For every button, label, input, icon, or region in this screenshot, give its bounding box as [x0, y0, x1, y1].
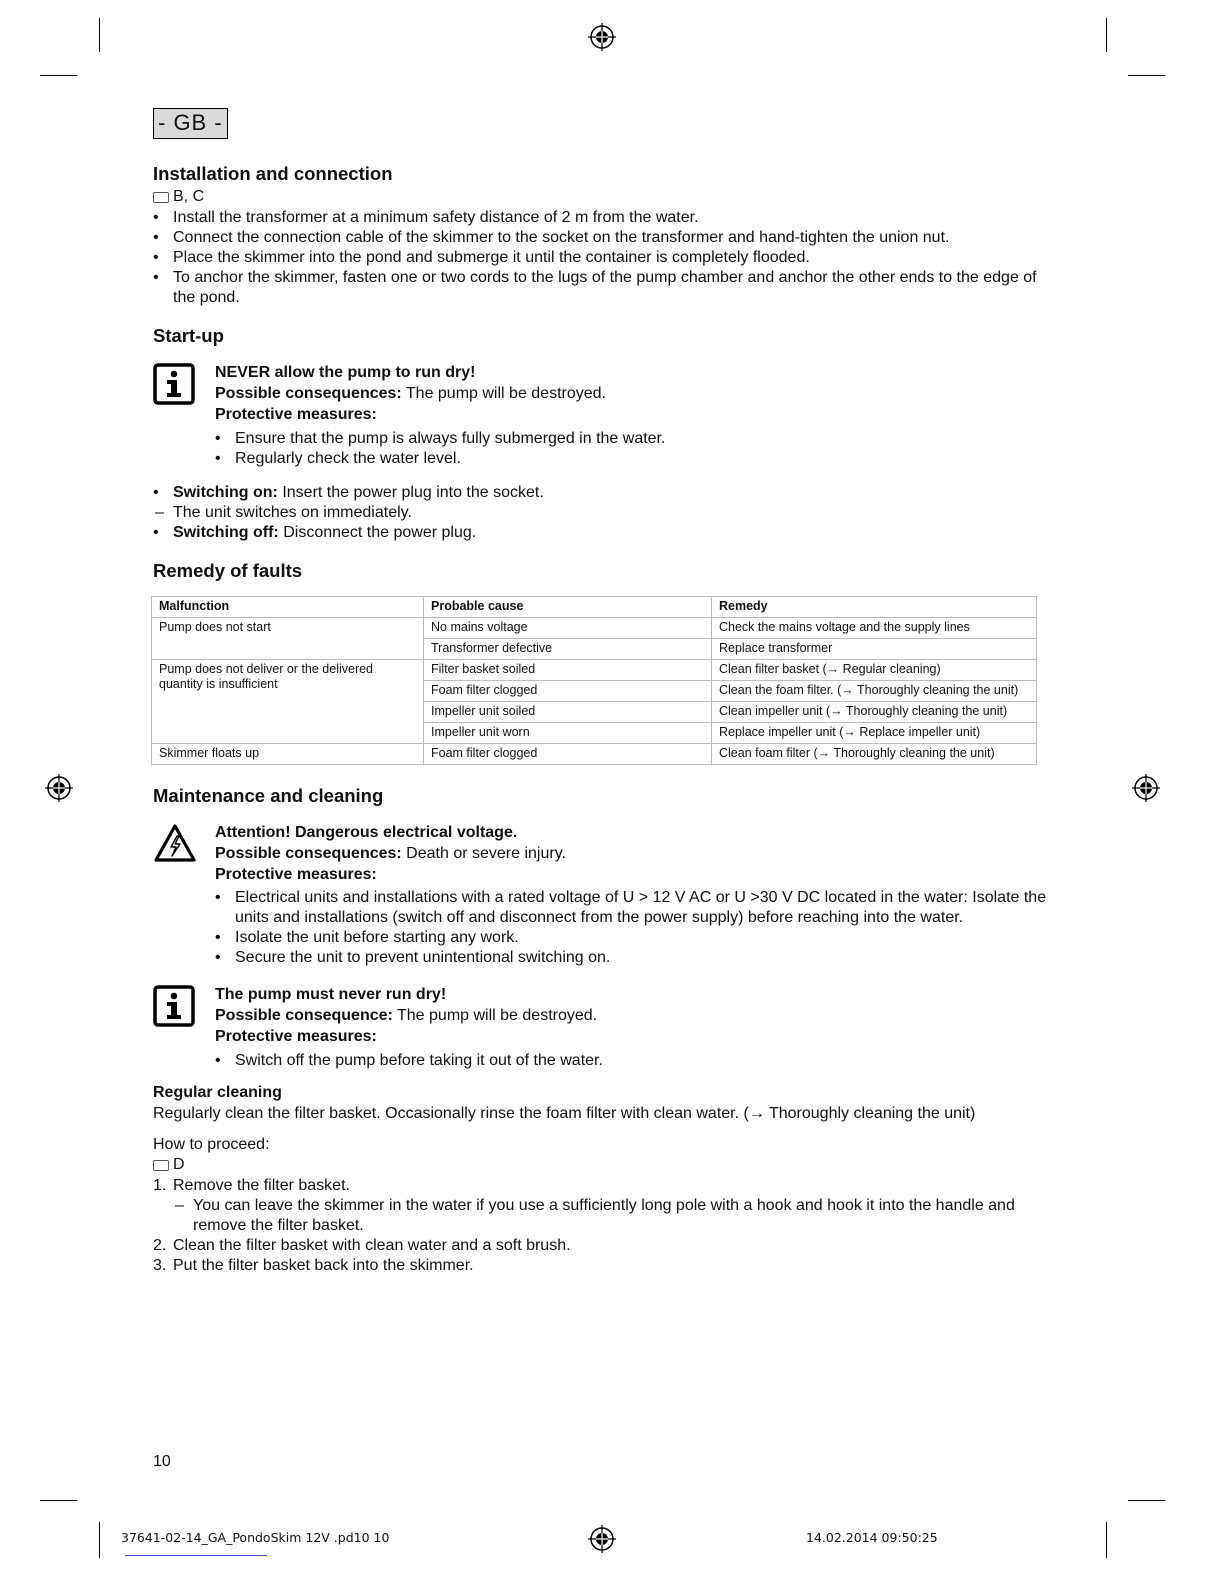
- figure-reference: B, C: [153, 187, 1048, 207]
- remedy-cell: Clean the foam filter. (→ Thoroughly cleaning the unit): [712, 681, 1037, 702]
- cause-cell: Foam filter clogged: [424, 681, 712, 702]
- language-tag: - GB -: [153, 108, 228, 139]
- cause-cell: Foam filter clogged: [424, 744, 712, 765]
- notice-title: The pump must never run dry!: [215, 986, 447, 1003]
- column-header: Probable cause: [424, 597, 712, 618]
- notice-consequence: Possible consequence: The pump will be destroyed.: [215, 1007, 598, 1024]
- info-icon: [153, 363, 195, 405]
- section-heading: Maintenance and cleaning: [153, 785, 384, 806]
- info-notice: [153, 363, 1048, 469]
- page-content: [153, 108, 1048, 1276]
- malfunction-cell: Skimmer floats up: [152, 744, 424, 765]
- bullet-list: [153, 483, 1048, 543]
- list-item: • Secure the unit to prevent unintentional switching on.: [215, 948, 1048, 968]
- column-header: Remedy: [712, 597, 1037, 618]
- notice-measures-label: Protective measures:: [215, 1028, 377, 1045]
- installation-section: [153, 163, 1048, 308]
- bullet-list: [215, 888, 1048, 968]
- startup-section: [153, 325, 1048, 543]
- cause-cell: Transformer defective: [424, 639, 712, 660]
- list-subitem: – You can leave the skimmer in the water if you use a sufficiently long pole with a hook and hook it into the handle and remove the filter basket.: [173, 1196, 1048, 1236]
- list-item: • Isolate the unit before starting any work.: [215, 928, 1048, 948]
- notice-consequence: Possible consequences: Death or severe injury.: [215, 845, 566, 862]
- malfunction-cell: Pump does not deliver or the delivered quantity is insufficient: [152, 660, 424, 744]
- list-item: • Connect the connection cable of the skimmer to the socket on the transformer and hand-tighten the union nut.: [153, 228, 1048, 248]
- faults-section: [153, 560, 1048, 765]
- footer-timestamp: 14.02.2014 09:50:25: [806, 1530, 938, 1545]
- list-subitem: – The unit switches on immediately.: [153, 503, 1048, 523]
- bullet-list: [215, 429, 1048, 469]
- paragraph: Regularly clean the filter basket. Occasionally rinse the foam filter with clean water. (→ Thoroughly cleaning the unit): [153, 1105, 976, 1122]
- notice-measures-label: Protective measures:: [215, 866, 377, 883]
- page-number: 10: [153, 1453, 171, 1470]
- crop-mark: [1128, 75, 1165, 76]
- crop-mark: [40, 75, 77, 76]
- list-item: • To anchor the skimmer, fasten one or two cords to the lugs of the pump chamber and anchor the other ends to the edge of the pond.: [153, 268, 1048, 308]
- list-item: • Place the skimmer into the pond and submerge it until the container is completely flooded.: [153, 248, 1048, 268]
- remedy-cell: Clean foam filter (→ Thoroughly cleaning the unit): [712, 744, 1037, 765]
- notice-measures-label: Protective measures:: [215, 406, 377, 423]
- table-row: [152, 618, 1037, 639]
- remedy-cell: Replace transformer: [712, 639, 1037, 660]
- list-item: • Switch off the pump before taking it out of the water.: [215, 1051, 1048, 1071]
- cause-cell: Impeller unit worn: [424, 723, 712, 744]
- cause-cell: Filter basket soiled: [424, 660, 712, 681]
- section-heading: Installation and connection: [153, 163, 393, 184]
- subsection-heading: Regular cleaning: [153, 1084, 282, 1101]
- malfunction-cell: Pump does not start: [152, 618, 424, 660]
- bullet-list: [215, 1051, 1048, 1071]
- table-row: [152, 744, 1037, 765]
- info-icon: [153, 985, 195, 1027]
- paragraph: How to proceed:: [153, 1136, 270, 1153]
- cause-cell: No mains voltage: [424, 618, 712, 639]
- crop-mark: [1106, 1522, 1107, 1558]
- cause-cell: Impeller unit soiled: [424, 702, 712, 723]
- figure-icon: [153, 1160, 169, 1171]
- section-heading: Start-up: [153, 325, 224, 346]
- list-item: • Regularly check the water level.: [215, 449, 1048, 469]
- bullet-list: [153, 208, 1048, 308]
- list-item: • Ensure that the pump is always fully submerged in the water.: [215, 429, 1048, 449]
- section-heading: Remedy of faults: [153, 560, 303, 581]
- footer-file-info: 37641-02-14_GA_PondoSkim 12V .pd10 10: [121, 1530, 390, 1545]
- info-notice: [153, 985, 1048, 1071]
- figure-icon: [153, 192, 169, 203]
- registration-mark-icon: [587, 22, 617, 52]
- crop-mark: [99, 1522, 100, 1558]
- faults-table: [151, 596, 1037, 765]
- list-item: 2. Clean the filter basket with clean water and a soft brush.: [153, 1237, 571, 1254]
- remedy-cell: Check the mains voltage and the supply lines: [712, 618, 1037, 639]
- registration-mark-icon: [1131, 773, 1161, 803]
- table-row: [152, 660, 1037, 681]
- list-item: 1. Remove the filter basket. – You can leave the skimmer in the water if you use a sufficiently long pole with a hook and hook it into the handle and remove the filter basket.: [153, 1176, 1048, 1236]
- crop-mark: [1128, 1500, 1165, 1501]
- electrical-warning-icon: [153, 823, 197, 863]
- footer-underline: [125, 1555, 267, 1556]
- table-header-row: [152, 597, 1037, 618]
- remedy-cell: Clean impeller unit (→ Thoroughly cleaning the unit): [712, 702, 1037, 723]
- list-item: • Install the transformer at a minimum safety distance of 2 m from the water.: [153, 208, 1048, 228]
- notice-title: NEVER allow the pump to run dry!: [215, 364, 476, 381]
- column-header: Malfunction: [152, 597, 424, 618]
- crop-mark: [99, 18, 100, 52]
- electrical-warning-notice: [153, 823, 1048, 968]
- remedy-cell: Clean filter basket (→ Regular cleaning): [712, 660, 1037, 681]
- list-item: • Switching on: Insert the power plug into the socket. – The unit switches on immediately.: [153, 483, 1048, 523]
- registration-mark-icon: [587, 1524, 617, 1554]
- list-item: • Switching off: Disconnect the power plug.: [153, 523, 1048, 543]
- crop-mark: [40, 1500, 77, 1501]
- notice-title: Attention! Dangerous electrical voltage.: [215, 824, 518, 841]
- registration-mark-icon: [44, 773, 74, 803]
- notice-consequence: Possible consequences: The pump will be destroyed.: [215, 385, 606, 402]
- figure-reference: D: [153, 1155, 1048, 1175]
- steps-list: [153, 1176, 1048, 1276]
- list-item: • Electrical units and installations with a rated voltage of U > 12 V AC or U >30 V DC located in the water: Isolate the units and installations (switch off and disconnect from the power supply) before reaching into the water.: [215, 888, 1048, 928]
- remedy-cell: Replace impeller unit (→ Replace impeller unit): [712, 723, 1037, 744]
- list-item: 3. Put the filter basket back into the skimmer.: [153, 1257, 474, 1274]
- crop-mark: [1106, 18, 1107, 52]
- maintenance-section: [153, 785, 1048, 1276]
